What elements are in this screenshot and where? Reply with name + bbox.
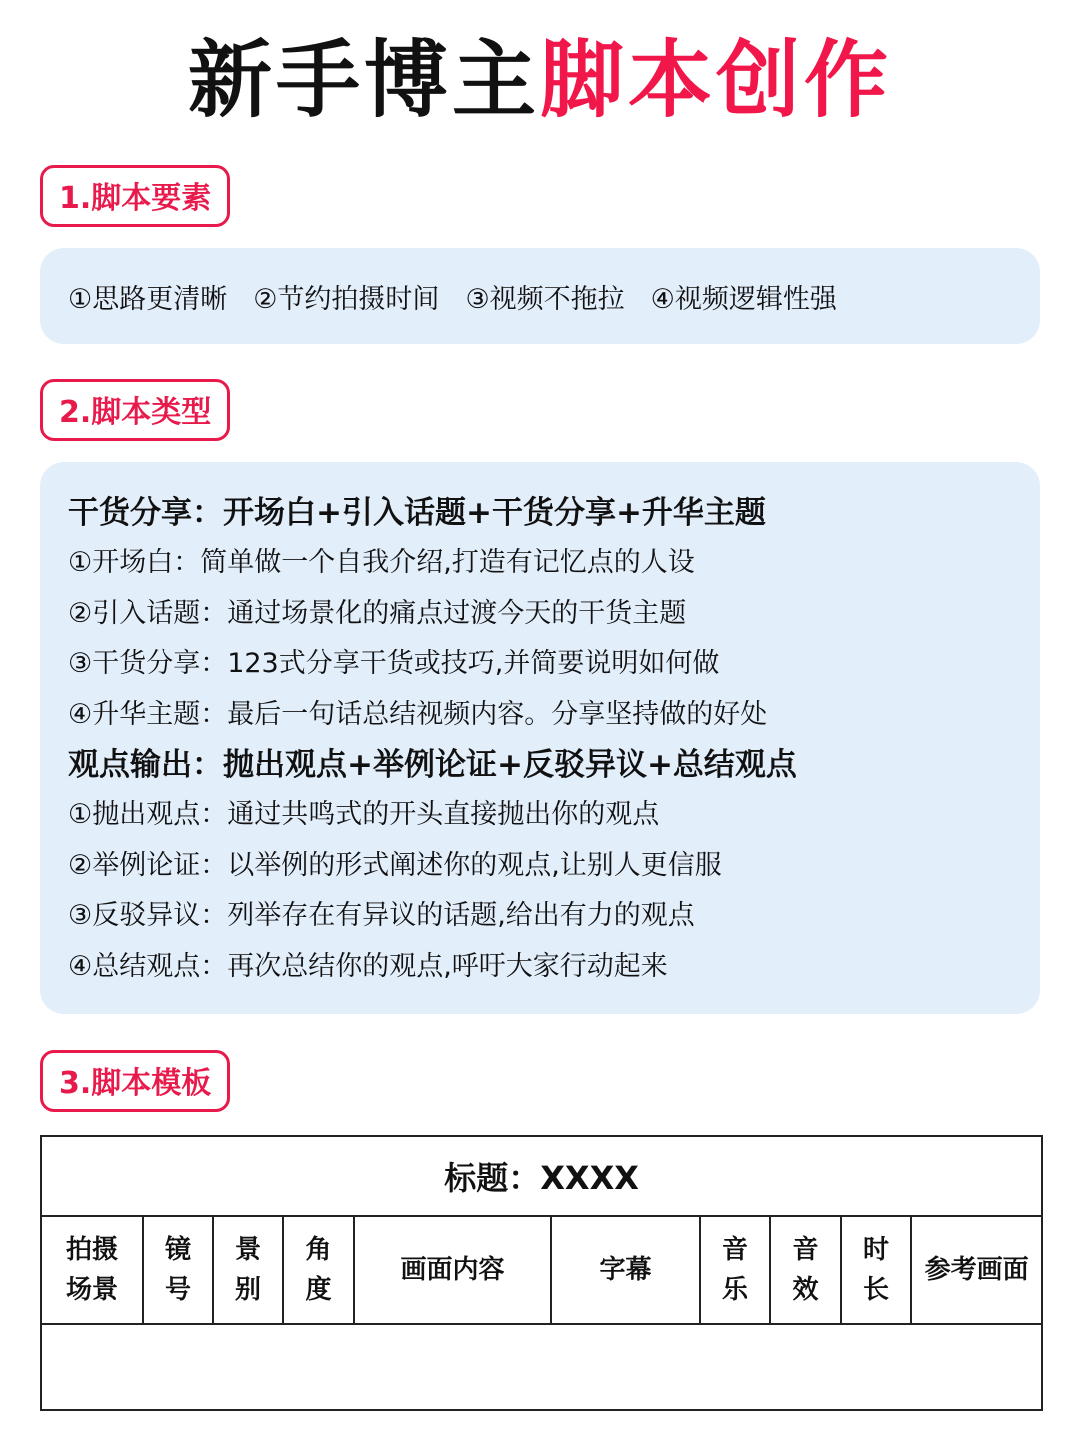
element-item: ④视频逻辑性强	[650, 283, 837, 315]
column-header-line: 参考画面	[924, 1255, 1029, 1285]
page-title	[0, 30, 1080, 130]
type-group-item: ④升华主题：最后一句话总结视频内容。分享坚持做的好处	[68, 698, 768, 730]
column-header-reference-frame	[911, 1216, 1042, 1324]
page-title-part2: 脚本创作	[540, 31, 893, 129]
column-header-angle	[283, 1216, 354, 1324]
column-header-line: 音	[721, 1235, 748, 1265]
type-group-item: ②引入话题：通过场景化的痛点过渡今天的干货主题	[68, 597, 687, 629]
page-title-part1: 新手博主	[187, 31, 540, 129]
column-header-line: 长	[862, 1275, 889, 1305]
section-tag-types: 2.脚本类型	[40, 379, 230, 441]
column-header-frame-content	[354, 1216, 551, 1324]
section-tag-elements: 1.脚本要素	[40, 165, 230, 227]
column-header-line: 字幕	[599, 1255, 652, 1285]
column-header-line: 音	[792, 1235, 819, 1265]
column-header-sound-effects	[770, 1216, 841, 1324]
column-header-line: 场景	[65, 1275, 118, 1305]
type-group-item: ②举例论证：以举例的形式阐述你的观点,让别人更信服	[68, 849, 722, 881]
type-group-item: ①抛出观点：通过共鸣式的开头直接抛出你的观点	[68, 799, 660, 830]
type-group-item: ①开场白：简单做一个自我介绍,打造有记忆点的人设	[68, 547, 695, 578]
column-header-line: 拍摄	[65, 1235, 118, 1265]
element-item: ③视频不拖拉	[465, 283, 625, 315]
type-group-item: ④总结观点：再次总结你的观点,呼吁大家行动起来	[68, 950, 668, 982]
column-header-line: 度	[305, 1275, 332, 1305]
column-header-line: 别	[234, 1275, 261, 1305]
script-template-table	[40, 1135, 1043, 1411]
elements-panel	[40, 248, 1040, 344]
column-header-line: 景	[234, 1235, 261, 1265]
template-title: 标题：XXXX	[41, 1136, 1042, 1216]
column-header-music	[700, 1216, 770, 1324]
column-header-line: 号	[164, 1275, 191, 1305]
column-header-shot-size	[213, 1216, 283, 1324]
type-group-item: ③反驳异议：列举存在有异议的话题,给出有力的观点	[68, 900, 695, 931]
type-group-heading: 观点输出：抛出观点+举例论证+反驳异议+总结观点	[68, 747, 797, 783]
type-group-dry-goods	[68, 488, 1012, 740]
element-item: ①思路更清晰	[68, 283, 228, 315]
column-header-line: 画面内容	[400, 1255, 505, 1285]
column-header-line: 效	[792, 1275, 819, 1305]
column-header-scene	[41, 1216, 143, 1324]
column-header-duration	[841, 1216, 911, 1324]
column-header-subtitles	[551, 1216, 700, 1324]
column-header-line: 角	[305, 1235, 332, 1265]
element-item: ②节约拍摄时间	[253, 283, 440, 315]
type-group-opinion	[68, 740, 1012, 992]
column-header-line: 时	[862, 1235, 889, 1265]
types-panel	[40, 462, 1040, 1014]
type-group-item: ③干货分享：123式分享干货或技巧,并简要说明如何做	[68, 648, 720, 679]
template-empty-row	[41, 1324, 1042, 1410]
column-header-shot-number	[143, 1216, 213, 1324]
elements-list	[40, 248, 1040, 344]
column-header-line: 镜	[164, 1235, 191, 1265]
type-group-heading: 干货分享：开场白+引入话题+干货分享+升华主题	[68, 495, 766, 531]
section-tag-template: 3.脚本模板	[40, 1050, 230, 1112]
column-header-line: 乐	[721, 1275, 748, 1305]
